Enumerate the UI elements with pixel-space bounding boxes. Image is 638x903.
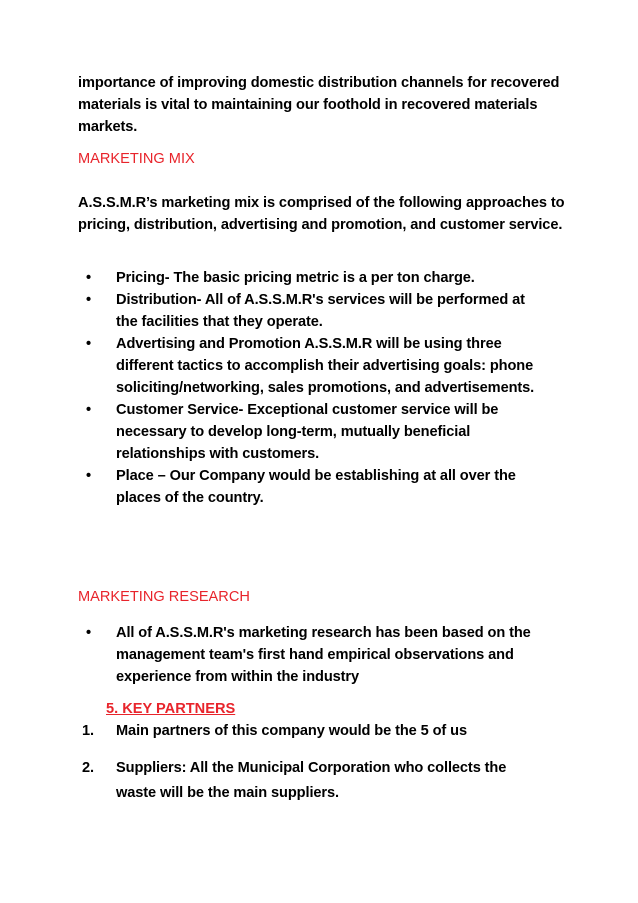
marketing-research-list-block (78, 622, 548, 688)
list-item (78, 333, 548, 399)
list-item-text: Main partners of this company would be the 5 of us (116, 723, 467, 739)
list-item-text: All of A.S.S.M.R's marketing research has been based on the management team's first hand empirical observations and experience from within the industry (116, 625, 531, 685)
list-number: 2. (82, 760, 94, 776)
bullet-icon: • (86, 270, 92, 286)
list-item (78, 465, 548, 509)
list-item (78, 267, 548, 289)
list-item-text: Place – Our Company would be establishing at all over the places of the country. (116, 468, 516, 506)
list-item (80, 756, 550, 806)
marketing-research-list (78, 622, 548, 688)
key-partners-heading: 5. KEY PARTNERS (106, 701, 236, 717)
intro-paragraph: importance of improving domestic distribution channels for recovered materials is vital to maintaining our foothold in recovered materials markets. (78, 75, 560, 135)
marketing-mix-paragraph-block (78, 192, 574, 236)
list-item-text: Customer Service- Exceptional customer service will be necessary to develop long-term, mutually beneficial relationships with customers. (116, 402, 499, 462)
list-item (80, 719, 550, 744)
list-item-text: Advertising and Promotion A.S.S.M.R will be using three different tactics to accomplish their advertising goals: phone soliciting/networking, sales promotions, and advertisements. (116, 336, 535, 396)
list-item (78, 289, 548, 333)
bullet-icon: • (86, 292, 92, 308)
marketing-mix-paragraph: A.S.S.M.R’s marketing mix is comprised of the following approaches to pricing, distribution, advertising and promotion, and customer service. (78, 195, 565, 233)
marketing-research-heading: MARKETING RESEARCH (78, 589, 250, 605)
bullet-icon: • (86, 336, 92, 352)
marketing-mix-heading-block (78, 148, 568, 170)
bullet-icon: • (86, 468, 92, 484)
list-item (78, 622, 548, 688)
intro-block (78, 72, 568, 138)
marketing-mix-list (78, 267, 548, 509)
list-item-text: Distribution- All of A.S.S.M.R's services will be performed at the facilities that they operate. (116, 292, 525, 330)
marketing-mix-list-block (78, 267, 548, 509)
list-item (78, 399, 548, 465)
key-partners-list-block (80, 719, 550, 806)
bullet-icon: • (86, 402, 92, 418)
marketing-research-heading-block (78, 586, 568, 608)
list-number: 1. (82, 723, 94, 739)
key-partners-list (80, 719, 550, 806)
bullet-icon: • (86, 625, 92, 641)
list-item-text: Suppliers: All the Municipal Corporation who collects the waste will be the main suppliers. (116, 760, 507, 801)
marketing-mix-heading: MARKETING MIX (78, 151, 195, 167)
list-item-text: Pricing- The basic pricing metric is a per ton charge. (116, 270, 475, 286)
